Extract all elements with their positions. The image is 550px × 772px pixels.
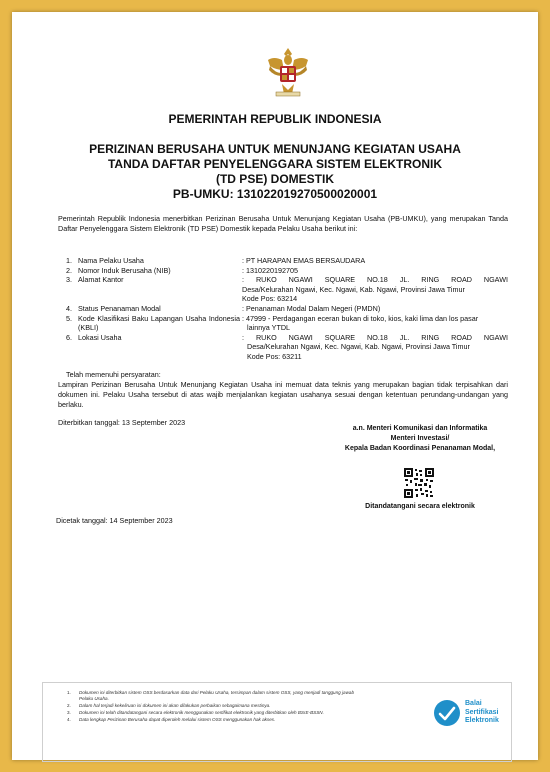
doc-title-line3: (TD PSE) DOMESTIK — [215, 172, 334, 186]
doc-title-line2: TANDA DAFTAR PENYELENGGARA SISTEM ELEKTRONIK — [107, 157, 442, 171]
footnote-4: 4. Data lengkap Perizinan Berusaha dapat diperoleh melalui sistem OSS menggunakan hak akses. — [67, 717, 276, 722]
table-row — [58, 256, 508, 266]
requirements-label: Telah memenuhi persyaratan: — [66, 370, 161, 379]
field-value: : PT HARAPAN EMAS BERSAUDARA — [242, 256, 366, 265]
row-number: 2. — [66, 265, 72, 275]
table-row — [58, 333, 508, 362]
kbli-line: lainnya YTDL — [247, 323, 291, 333]
table-row — [58, 314, 508, 333]
table-row — [58, 304, 508, 314]
doc-title-line1: PERIZINAN BERUSAHA UNTUK MENUNJANG KEGIATAN USAHA — [89, 142, 461, 156]
signatory-line3: Kepala Badan Koordinasi Penanaman Modal, — [344, 445, 496, 452]
postal-code: Kode Pos: 63211 — [247, 351, 302, 361]
field-value — [242, 333, 508, 362]
field-value: : Penanaman Modal Dalam Negeri (PMDN) — [242, 303, 381, 313]
footnote-3: 3. Dokumen ini telah ditandatangani secara elektronik menggunakan sertifikat elektronik yang diterbitkan oleh BSrE-BSSN. — [67, 710, 324, 715]
row-number: 4. — [66, 303, 72, 313]
document-page — [12, 12, 538, 760]
footer-notes — [42, 682, 512, 762]
field-label: Kode Klasifikasi Baku Lapangan Usaha Indonesia (KBLI) — [78, 313, 240, 333]
business-details-table — [58, 256, 508, 362]
address-line: : RUKO NGAWI SQUARE NO.18 JL. RING ROAD NGAWI — [242, 275, 508, 285]
footnote-2: 2. Dalam hal terjadi kekeliruan isi dokumen ini akan dilakukan perbaikan sebagaimana mestinya. — [67, 703, 271, 708]
printed-date: Dicetak tanggal: 14 September 2023 — [56, 516, 173, 525]
field-label: Nomor Induk Berusaha (NIB) — [78, 265, 171, 275]
field-label: Alamat Kantor — [78, 275, 124, 285]
body-paragraph: Lampiran Perizinan Berusaha Untuk Menunjang Kegiatan Usaha ini memuat data teknis yang merupakan bagian tidak terpisahkan dari dokumen ini. Pelaku Usaha tersebut di atas wajib menjalankan kegiatan usahanya sesuai dengan ketentuan perundang-undangan yang berlaku. — [58, 380, 508, 409]
row-number: 6. — [66, 332, 72, 342]
doc-number: PB-UMKU: 131022019270500020001 — [172, 187, 378, 201]
footnote-1: 1. Dokumen ini diterbitkan sistem OSS berdasarkan data dari Pelaku Usaha, tersimpan dalam sistem OSS, yang menjadi tanggung jawab Pelaku Usaha. — [67, 690, 355, 701]
bsre-logo-icon — [433, 699, 461, 727]
table-row — [58, 266, 508, 276]
signatory-line2: Menteri Investasi/ — [390, 435, 450, 442]
row-number: 3. — [66, 275, 72, 285]
row-number: 1. — [66, 256, 72, 265]
bsre-logo — [433, 699, 505, 729]
field-label: Status Penanaman Modal — [78, 303, 161, 313]
qr-code-icon — [404, 468, 434, 498]
kbli-line: : 47999 - Perdagangan eceran bukan di toko, kios, kaki lima dan los pasar — [242, 313, 479, 323]
issued-date: Diterbitkan tanggal: 13 September 2023 — [58, 418, 186, 427]
field-value — [242, 314, 508, 333]
signatory-line1: a.n. Menteri Komunikasi dan Informatika — [352, 425, 488, 432]
field-value — [242, 275, 508, 304]
org-title: PEMERINTAH REPUBLIK INDONESIA — [168, 112, 382, 126]
bsre-logo-text: Balai Sertifikasi Elektronik — [465, 700, 499, 724]
postal-code: Kode Pos: 63214 — [242, 294, 298, 304]
field-label: Nama Pelaku Usaha — [78, 256, 144, 265]
table-row — [58, 275, 508, 304]
row-number: 5. — [66, 313, 72, 323]
field-label: Lokasi Usaha — [78, 332, 122, 342]
field-value: : 1310220192705 — [242, 265, 298, 275]
address-line: : RUKO NGAWI SQUARE NO.18 JL. RING ROAD NGAWI — [242, 332, 508, 342]
garuda-emblem-icon — [266, 46, 310, 98]
intro-paragraph: Pemerintah Republik Indonesia menerbitkan Perizinan Berusaha Untuk Menunjang Kegiatan Usaha (PB-UMKU), yang merupakan Tanda Daftar Penyelenggara Sistem Elektronik (TD PSE) Domestik kepada Pelaku Usaha berikut ini: — [58, 214, 508, 233]
address-line: Desa/Kelurahan Ngawi, Kec. Ngawi, Kab. Ngawi, Provinsi Jawa Timur — [242, 284, 465, 294]
address-line: Desa/Kelurahan Ngawi, Kec. Ngawi, Kab. Ngawi, Provinsi Jawa Timur — [247, 342, 470, 352]
signed-electronically: Ditandatangani secara elektronik — [365, 503, 475, 510]
